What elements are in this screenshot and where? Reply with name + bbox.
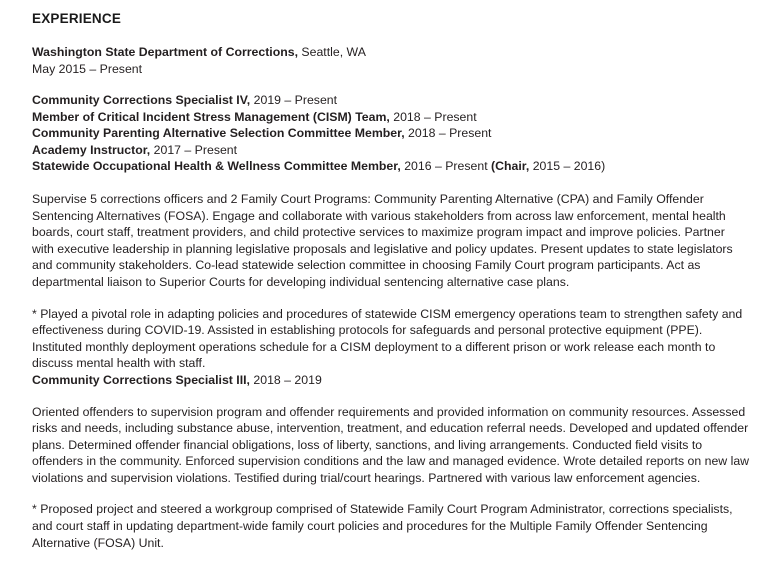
achievement-paragraph-workgroup: * Proposed project and steered a workgroup comprised of Statewide Family Court Program Administrator, corrections specialists, and court staff in updating department-wide family court policies and procedures for the Multiple Family Offender Sentencing Alternative (FOSA) Unit.: [32, 502, 733, 550]
employer-line: [32, 44, 750, 61]
job-title-name: Academy Instructor,: [32, 142, 151, 157]
job-title-item: [32, 142, 750, 159]
job-title-dates: 2018 – Present: [404, 126, 492, 141]
job-title-item: [32, 109, 750, 126]
job-title-chair-label: (Chair,: [491, 159, 530, 174]
job-title-dates: 2017 – Present: [150, 142, 238, 157]
role-heading-specialist-iii: [32, 372, 750, 389]
achievement-paragraph-covid: * Played a pivotal role in adapting policies and procedures of statewide CISM emergency operations team to strengthen safety and effectiveness during COVID-19. Assisted in establishing protocols for safeguards and personal protective equipment (PPE). Instituted monthly deployment operations schedule for a CISM deployment to a different prison or work release each month to discuss mental health with staff.: [32, 306, 743, 371]
section-heading-experience: EXPERIENCE: [32, 11, 122, 26]
job-title-name: Member of Critical Incident Stress Management (CISM) Team,: [32, 109, 390, 124]
employer-dates: May 2015 – Present: [32, 61, 143, 76]
job-title-item: [32, 158, 750, 175]
job-title-item: [32, 92, 750, 109]
job-title-name: Community Corrections Specialist IV,: [32, 93, 251, 107]
job-title-dates: 2019 – Present: [250, 93, 338, 107]
role-name: Community Corrections Specialist III,: [32, 372, 250, 387]
job-titles-list: [32, 92, 750, 175]
job-title-chair-dates: 2015 – 2016): [529, 159, 606, 174]
duties-paragraph: Oriented offenders to supervision program and offender requirements and provided information on community resources. Assessed risks and needs, including substance abuse, intervention, treatment, and education referral needs. Developed and updated offender plans. Determined offender financial obligations, loss of liberty, sanctions, and living arrangements. Conducted field visits to offenders in the community. Enforced supervision conditions and the law and managed evidence. Wrote detailed reports on new law violations and supervision violations. Testified during trial/court hearings. Partnered with various law enforcement agencies.: [32, 404, 750, 485]
job-title-dates: 2018 – Present: [389, 109, 477, 124]
role-dates: 2018 – 2019: [249, 372, 322, 387]
job-title-name: Statewide Occupational Health & Wellness Committee Member,: [32, 159, 401, 174]
employer-location: Seattle, WA: [301, 45, 366, 59]
job-title-name: Community Parenting Alternative Selection Committee Member,: [32, 126, 405, 141]
job-title-dates: 2016 – Present: [400, 159, 492, 174]
job-title-item: [32, 125, 750, 142]
experience-entry-secondary: [32, 372, 750, 551]
employer-name: Washington State Department of Corrections,: [32, 45, 298, 59]
responsibilities-paragraph: Supervise 5 corrections officers and 2 Family Court Programs: Community Parenting Alternative (CPA) and Family Offender Sentencing Alternatives (FOSA). Engage and collaborate with various stakeholders from across law enforcement, mental health boards, court staff, treatment providers, and child protective services to maximize program impact and improve policies. Partner with executive leadership in planning legislative proposals and legislative and policy updates. Present updates to state legislators and community stakeholders. Co-lead statewide selection committee in choosing Family Court program participants. Act as departmental liaison to Superior Courts for developing individual sentencing alternative case plans.: [32, 191, 733, 289]
experience-entry-primary: [32, 44, 750, 372]
